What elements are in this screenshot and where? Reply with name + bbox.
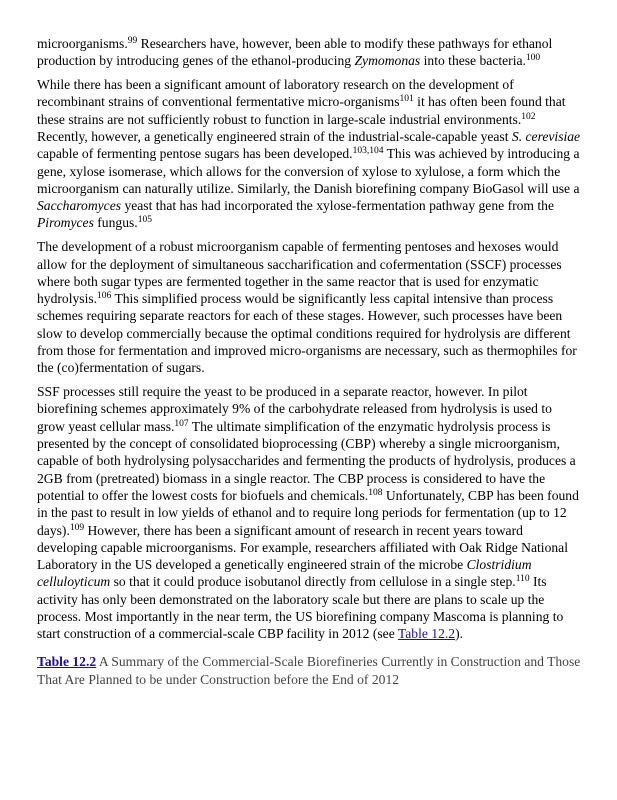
footnote-ref[interactable]: 110: [515, 574, 530, 585]
footnote-ref[interactable]: 103,104: [352, 146, 384, 157]
footnote-ref[interactable]: 99: [127, 36, 138, 46]
text-span: Researchers have, however, been able to modify these pathways for ethanol production by introducing genes of the ethanol-producing: [37, 36, 553, 69]
footnote-ref[interactable]: 107: [174, 418, 189, 429]
footnote-ref[interactable]: 100: [525, 53, 541, 64]
paragraph-4: [37, 383, 583, 642]
italic-term: Zymomonas: [354, 53, 421, 69]
text-span: However, there has been a significant amount of research in recent years toward developing capable microorganisms. For example, researchers affiliated with Oak Ridge National Laboratory in the US developed a genetically engineered strain of the microbe: [37, 522, 568, 573]
text-span: The ultimate simplification of the enzymatic hydrolysis process is presented by the concept of consolidated bioprocessing (CBP) whereby a single microorganism, capable of both hydrolysing polysaccharides and fermenting the products of hydrolysis, produces a 2GB from (pretreated) biomass in a single reactor. The CBP process is considered to have the potential to offer the lowest costs for biofuels and chemicals.: [37, 418, 576, 503]
table-caption: [37, 653, 583, 689]
italic-term: Clostridium celluloyticum: [37, 557, 532, 590]
paragraph-2: [37, 76, 583, 232]
footnote-ref[interactable]: 105: [137, 215, 152, 226]
text-span: capable of fermenting pentose sugars has been developed.: [37, 146, 353, 162]
text-span: yeast that has had incorporated the xylose-fermentation pathway gene from the: [121, 198, 555, 214]
text-span: This simplified process would be significantly less capital intensive than process schemes requiring separate reactors for each of these stages. However, such processes have been slow to develop commercially because the optimal conditions required for hydrolysis are different from those for fermentation and improved micro-organisms are necessary, such as thermophiles for the (co)fermentation of sugars.: [37, 291, 577, 376]
footnote-ref[interactable]: 109: [69, 522, 85, 533]
document-page: [37, 35, 583, 689]
text-span: The development of a robust microorganism capable of fermenting pentoses and hexoses would allow for the deployment of simultaneous saccharification and cofermentation (SSCF) processes where both sugar types are fermented together in the same reactor that is used for enzymatic hydrolysis.: [37, 239, 562, 307]
text-span: This was achieved by introducing a gene, xylose isomerase, which allows for the conversion of xylose to xylulose, a form which the microorganism can naturally utilize. Similarly, the Danish biorefining company BioGasol will use a: [37, 146, 580, 196]
footnote-ref[interactable]: 108: [368, 487, 383, 498]
text-span: it has often been found that these strains are not sufficiently robust to function in large-scale industrial environments.: [37, 94, 566, 127]
text-span: microorganisms.: [37, 36, 128, 51]
text-span: While there has been a significant amount of laboratory research on the development of recombinant strains of conventional fermentative micro-organisms: [37, 77, 514, 110]
text-span: so that it could produce isobutanol directly from cellulose in a single step.: [110, 574, 516, 590]
table-label-link[interactable]: Table 12.2: [37, 653, 97, 669]
text-span: SSF processes still require the yeast to be produced in a separate reactor, however. In pilot biorefining schemes approximately 9% of the carbohydrate released from hydrolysis is used to grow yeast cellular mass.: [37, 384, 552, 434]
paragraph-1: [37, 35, 583, 70]
text-span: Its activity has only been demonstrated on the laboratory scale but there are plans to scale up the process. Most importantly in the near term, the US biorefining company Mascoma is planning to start construction of a commercial-scale CBP facility in 2012 (see: [37, 574, 564, 642]
text-span: ).: [455, 626, 464, 642]
footnote-ref[interactable]: 102: [521, 111, 536, 122]
italic-term: Saccharomyces: [37, 198, 122, 214]
text-span: Recently, however, a genetically engineered strain of the industrial-scale-capable yeast: [37, 128, 512, 144]
italic-term: Piromyces: [37, 215, 94, 231]
text-span: Unfortunately, CBP has been found in the past to result in low yields of ethanol and to require long periods for fermentation (up to 12 days).: [37, 487, 579, 538]
text-span: fungus.: [93, 215, 138, 231]
caption-text: A Summary of the Commercial-Scale Biorefineries Currently in Construction and Those That Are Planned to be under Construction before the End of 2012: [37, 653, 581, 687]
footnote-ref[interactable]: 106: [97, 291, 112, 302]
text-span: into these bacteria.: [420, 53, 526, 69]
paragraph-3: [37, 238, 583, 376]
italic-term: S. cerevisiae: [511, 128, 581, 144]
table-link[interactable]: Table 12.2: [397, 626, 456, 642]
footnote-ref[interactable]: 101: [399, 94, 414, 105]
